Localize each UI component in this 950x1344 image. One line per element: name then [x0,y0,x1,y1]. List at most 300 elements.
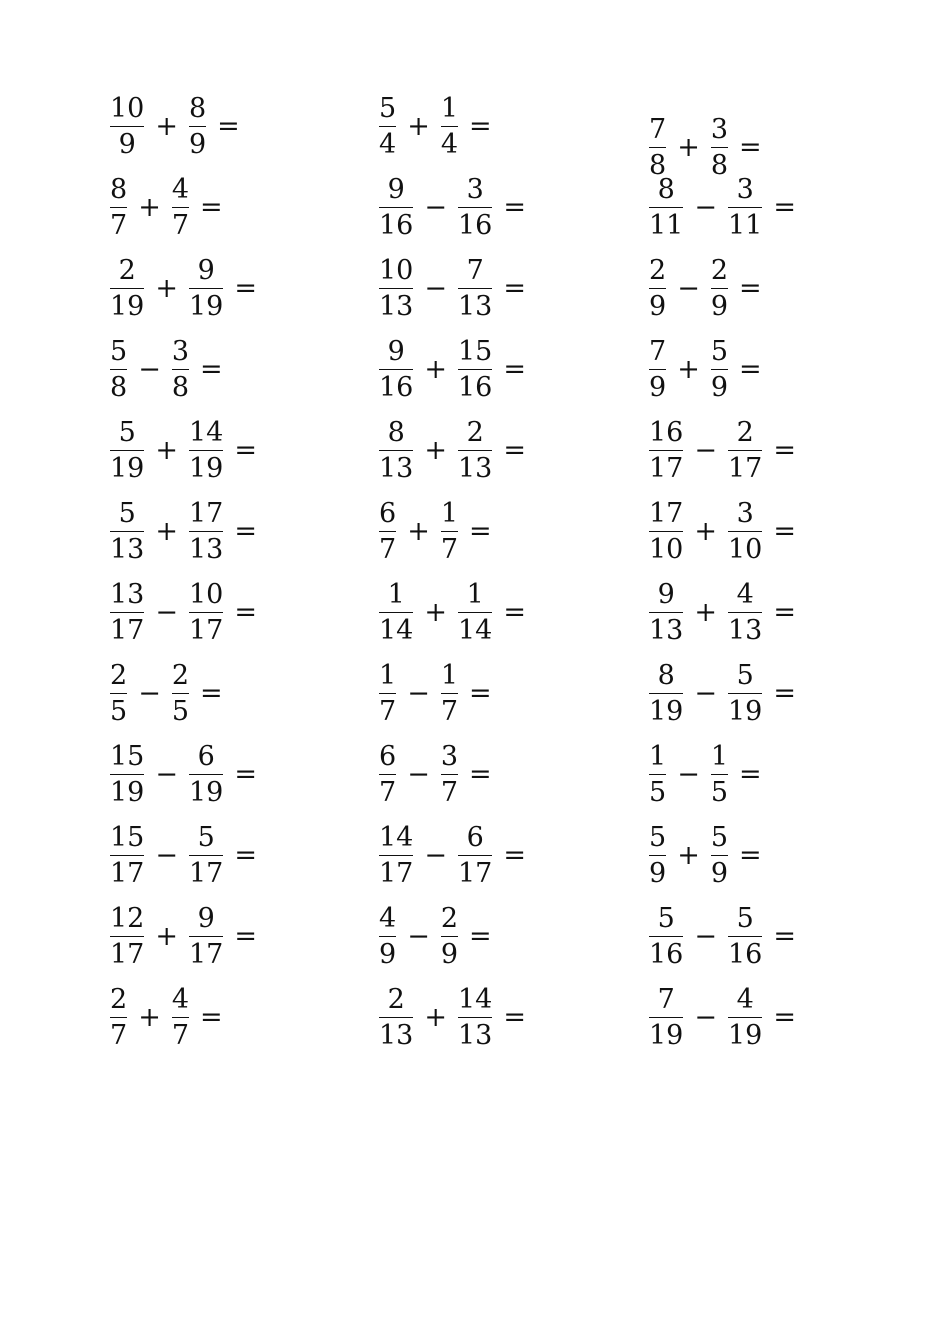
fraction-problem [647,491,796,572]
equals-sign: = [503,597,526,628]
numerator: 4 [171,174,189,205]
second-fraction [187,905,225,968]
fraction-problem [647,572,796,653]
denominator: 7 [110,210,128,241]
equals-sign: = [739,131,762,163]
denominator: 17 [457,858,493,889]
equals-sign: = [739,354,762,385]
denominator: 9 [649,291,667,322]
operator-sign: − [694,921,717,952]
denominator: 13 [379,1020,414,1051]
denominator: 16 [727,939,763,970]
equals-sign: = [234,597,257,628]
fraction-problem [377,491,526,572]
second-fraction [456,824,494,887]
numerator: 14 [457,984,493,1015]
first-fraction [647,986,685,1049]
equals-sign: = [773,192,796,223]
operator-sign: − [694,435,717,466]
first-fraction [647,113,668,181]
equals-sign: = [773,678,796,709]
numerator: 5 [110,336,128,367]
denominator: 17 [188,939,224,970]
first-fraction [377,824,415,887]
denominator: 7 [171,1020,189,1051]
second-fraction [726,662,764,725]
numerator: 2 [387,984,405,1015]
fraction-problem [108,329,257,410]
denominator: 14 [457,615,493,646]
numerator: 1 [440,93,458,124]
denominator: 5 [110,696,128,727]
denominator: 16 [457,210,493,241]
second-fraction [170,176,191,239]
denominator: 5 [649,777,667,808]
equals-sign: = [469,516,492,547]
numerator: 1 [440,498,458,529]
denominator: 19 [649,696,684,727]
numerator: 8 [188,93,207,124]
denominator: 7 [110,1020,128,1051]
fraction-problem [647,410,796,491]
numerator: 2 [110,660,128,691]
first-fraction [377,419,415,482]
denominator: 13 [727,615,763,646]
first-fraction [377,743,398,806]
operator-sign: − [407,678,430,709]
denominator: 19 [110,291,145,322]
numerator: 1 [649,741,667,772]
operator-sign: − [155,759,178,790]
denominator: 7 [171,210,189,241]
numerator: 3 [736,498,754,529]
numerator: 2 [440,903,458,934]
numerator: 2 [110,984,128,1015]
numerator: 5 [379,93,397,124]
denominator: 8 [110,372,128,403]
first-fraction [108,176,129,239]
fraction-problem [108,248,257,329]
second-fraction [187,95,208,158]
equals-sign: = [200,678,223,709]
operator-sign: + [424,1002,447,1033]
problem-column-3 [647,86,796,1058]
first-fraction [108,95,146,158]
denominator: 19 [110,453,145,484]
first-fraction [377,257,415,320]
second-fraction [726,581,764,644]
denominator: 16 [379,210,414,241]
denominator: 13 [110,534,145,565]
equals-sign: = [739,759,762,790]
denominator: 17 [110,939,145,970]
numerator: 10 [379,255,414,286]
operator-sign: + [155,516,178,547]
first-fraction [647,662,685,725]
numerator: 7 [657,984,675,1015]
operator-sign: + [155,435,178,466]
second-fraction [726,500,764,563]
denominator: 19 [110,777,145,808]
denominator: 13 [457,291,493,322]
denominator: 10 [727,534,763,565]
fraction-problem [377,248,526,329]
numerator: 6 [379,741,397,772]
fraction-problem [377,815,526,896]
numerator: 5 [710,336,728,367]
denominator: 5 [171,696,189,727]
fraction-problem [647,329,796,410]
operator-sign: − [155,597,178,628]
second-fraction [187,743,225,806]
operator-sign: − [138,354,161,385]
fraction-problem [647,977,796,1058]
operator-sign: − [407,921,430,952]
first-fraction [108,743,146,806]
denominator: 17 [110,615,145,646]
numerator: 2 [649,255,667,286]
denominator: 17 [188,858,224,889]
second-fraction [709,338,730,401]
first-fraction [647,338,668,401]
operator-sign: + [694,516,717,547]
equals-sign: = [503,192,526,223]
first-fraction [377,662,398,725]
numerator: 1 [387,579,405,610]
first-fraction [377,95,398,158]
fraction-problem [377,86,526,167]
second-fraction [456,257,494,320]
equals-sign: = [234,273,257,304]
equals-sign: = [234,840,257,871]
equals-sign: = [773,921,796,952]
fraction-problem [377,329,526,410]
second-fraction [726,905,764,968]
second-fraction [709,824,730,887]
second-fraction [456,419,494,482]
second-fraction [439,95,460,158]
numerator: 15 [110,741,145,772]
denominator: 17 [727,453,763,484]
operator-sign: + [138,1002,161,1033]
denominator: 16 [457,372,493,403]
numerator: 8 [110,174,128,205]
operator-sign: + [424,435,447,466]
denominator: 11 [727,210,763,241]
equals-sign: = [200,192,223,223]
numerator: 4 [736,984,754,1015]
operator-sign: + [677,131,700,163]
numerator: 10 [188,579,224,610]
operator-sign: − [138,678,161,709]
numerator: 4 [171,984,189,1015]
denominator: 17 [379,858,414,889]
denominator: 9 [710,372,728,403]
denominator: 17 [649,453,684,484]
operator-sign: − [677,759,700,790]
numerator: 7 [649,113,667,145]
operator-sign: − [694,192,717,223]
operator-sign: − [677,273,700,304]
numerator: 3 [736,174,754,205]
denominator: 7 [440,777,458,808]
second-fraction [726,176,764,239]
numerator: 2 [171,660,189,691]
numerator: 9 [387,336,405,367]
fraction-problem [647,734,796,815]
denominator: 19 [727,696,763,727]
denominator: 13 [457,1020,493,1051]
numerator: 5 [710,822,728,853]
second-fraction [456,338,494,401]
operator-sign: − [424,840,447,871]
first-fraction [647,581,685,644]
second-fraction [187,581,225,644]
denominator: 19 [649,1020,684,1051]
first-fraction [377,581,415,644]
operator-sign: + [407,516,430,547]
numerator: 8 [387,417,405,448]
denominator: 4 [379,129,397,160]
numerator: 6 [466,822,484,853]
first-fraction [377,176,415,239]
first-fraction [108,419,146,482]
numerator: 2 [118,255,136,286]
denominator: 13 [649,615,684,646]
denominator: 9 [188,129,207,160]
fraction-problem [108,410,257,491]
first-fraction [647,905,685,968]
fraction-problem [377,653,526,734]
fraction-problem [377,410,526,491]
fraction-problem [108,572,257,653]
first-fraction [108,905,146,968]
second-fraction [187,824,225,887]
equals-sign: = [503,354,526,385]
second-fraction [187,419,225,482]
first-fraction [108,662,129,725]
second-fraction [439,743,460,806]
first-fraction [108,986,129,1049]
operator-sign: + [694,597,717,628]
second-fraction [709,113,730,181]
equals-sign: = [469,111,492,142]
fraction-problem [647,248,796,329]
operator-sign: + [138,192,161,223]
numerator: 9 [657,579,675,610]
second-fraction [709,743,730,806]
first-fraction [108,338,129,401]
fraction-problem [377,734,526,815]
denominator: 9 [118,129,136,160]
equals-sign: = [503,840,526,871]
equals-sign: = [469,921,492,952]
equals-sign: = [773,1002,796,1033]
numerator: 3 [466,174,484,205]
numerator: 3 [710,113,728,145]
denominator: 19 [188,453,224,484]
operator-sign: − [424,192,447,223]
first-fraction [108,581,146,644]
numerator: 3 [171,336,189,367]
denominator: 10 [649,534,684,565]
denominator: 5 [710,777,728,808]
denominator: 9 [379,939,397,970]
second-fraction [726,419,764,482]
numerator: 2 [710,255,728,286]
denominator: 16 [379,372,414,403]
fraction-problem [108,734,257,815]
second-fraction [187,500,225,563]
numerator: 9 [197,903,215,934]
operator-sign: + [677,354,700,385]
equals-sign: = [469,759,492,790]
equals-sign: = [234,435,257,466]
denominator: 8 [710,149,728,181]
first-fraction [647,743,668,806]
second-fraction [439,662,460,725]
operator-sign: − [424,273,447,304]
denominator: 7 [379,777,397,808]
fraction-problem [647,86,796,181]
fraction-problem [108,491,257,572]
second-fraction [439,905,460,968]
numerator: 17 [649,498,684,529]
numerator: 15 [457,336,493,367]
fraction-problem [377,977,526,1058]
operator-sign: − [694,1002,717,1033]
operator-sign: + [155,921,178,952]
denominator: 14 [379,615,414,646]
denominator: 9 [710,858,728,889]
equals-sign: = [503,1002,526,1033]
denominator: 9 [440,939,458,970]
equals-sign: = [773,597,796,628]
numerator: 6 [379,498,397,529]
denominator: 9 [649,372,667,403]
denominator: 7 [379,534,397,565]
numerator: 4 [736,579,754,610]
denominator: 11 [649,210,684,241]
numerator: 1 [440,660,458,691]
denominator: 7 [440,696,458,727]
second-fraction [456,176,494,239]
numerator: 15 [110,822,145,853]
equals-sign: = [739,273,762,304]
fraction-problem [108,167,257,248]
numerator: 2 [736,417,754,448]
denominator: 13 [188,534,224,565]
numerator: 5 [736,660,754,691]
denominator: 17 [110,858,145,889]
denominator: 16 [649,939,684,970]
numerator: 16 [649,417,684,448]
first-fraction [377,905,398,968]
equals-sign: = [503,435,526,466]
second-fraction [726,986,764,1049]
first-fraction [377,500,398,563]
numerator: 17 [188,498,224,529]
numerator: 2 [466,417,484,448]
fraction-problem [108,977,257,1058]
fraction-problem [377,167,526,248]
equals-sign: = [217,111,240,142]
fraction-problem [108,653,257,734]
denominator: 8 [171,372,189,403]
operator-sign: − [694,678,717,709]
first-fraction [108,500,146,563]
numerator: 7 [466,255,484,286]
operator-sign: + [677,840,700,871]
first-fraction [108,257,146,320]
operator-sign: − [155,840,178,871]
numerator: 12 [110,903,145,934]
denominator: 17 [188,615,224,646]
numerator: 5 [118,498,136,529]
fraction-problem [647,653,796,734]
fraction-problem [108,86,257,167]
numerator: 3 [440,741,458,772]
first-fraction [647,419,685,482]
denominator: 7 [379,696,397,727]
denominator: 9 [710,291,728,322]
numerator: 7 [649,336,667,367]
first-fraction [647,824,668,887]
numerator: 6 [197,741,215,772]
problem-column-1 [108,86,257,1058]
operator-sign: + [407,111,430,142]
numerator: 14 [379,822,414,853]
numerator: 1 [466,579,484,610]
equals-sign: = [773,516,796,547]
operator-sign: + [155,273,178,304]
numerator: 8 [657,660,675,691]
second-fraction [456,986,494,1049]
fraction-problem [377,572,526,653]
first-fraction [647,500,685,563]
equals-sign: = [469,678,492,709]
fraction-problem [647,815,796,896]
second-fraction [170,338,191,401]
numerator: 13 [110,579,145,610]
first-fraction [647,176,685,239]
first-fraction [377,986,415,1049]
equals-sign: = [200,1002,223,1033]
problem-column-2 [377,86,526,1058]
numerator: 1 [379,660,397,691]
denominator: 4 [440,129,458,160]
equals-sign: = [739,840,762,871]
numerator: 9 [387,174,405,205]
fraction-problem [108,896,257,977]
denominator: 19 [188,291,224,322]
operator-sign: + [424,597,447,628]
equals-sign: = [234,759,257,790]
first-fraction [377,338,415,401]
operator-sign: + [424,354,447,385]
second-fraction [170,986,191,1049]
denominator: 19 [727,1020,763,1051]
numerator: 1 [710,741,728,772]
denominator: 13 [379,291,414,322]
numerator: 5 [118,417,136,448]
second-fraction [170,662,191,725]
second-fraction [456,581,494,644]
denominator: 9 [649,858,667,889]
denominator: 13 [457,453,493,484]
fraction-problem [108,815,257,896]
numerator: 8 [657,174,675,205]
